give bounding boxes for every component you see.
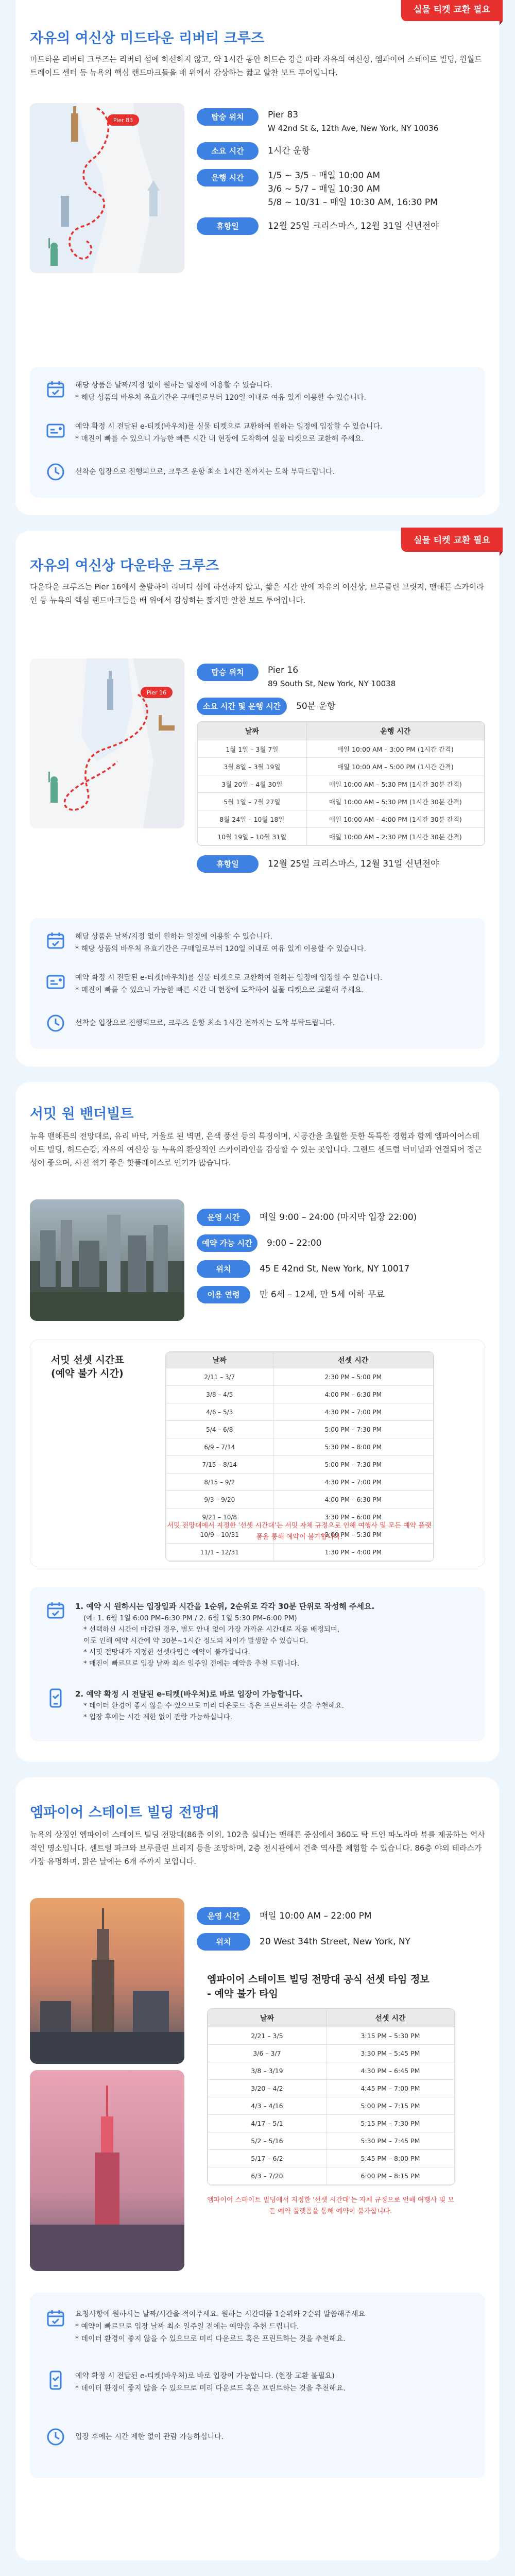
- schedule-table-wrap: [197, 721, 485, 846]
- info-row-duration: [197, 142, 485, 162]
- note-item: [45, 2427, 475, 2447]
- note-item: [45, 2308, 475, 2345]
- table-row: 6/3 – 7/20 6:00 PM – 8:15 PM: [208, 2167, 455, 2185]
- clock-icon: [45, 1013, 66, 1033]
- note-line: 예약 확정 시 전달된 e-티켓(바우처)를 실물 티켓으로 교환하여 원하는 일정에 입장할 수 있습니다.: [75, 974, 383, 982]
- calendar-icon: [45, 379, 66, 400]
- table-header: 날짜 운행 시간: [198, 722, 485, 740]
- table-row: 4/6 – 5/3 4:30 PM – 7:00 PM: [166, 1403, 434, 1421]
- table-row: 8월 24일 – 10월 18일 매일 10:00 AM – 4:00 PM (1시간 30분 간격): [198, 810, 485, 828]
- esb-card: [15, 1777, 500, 2561]
- info-value: 9:00 – 22:00: [267, 1238, 322, 1248]
- table-row: 5월 1일 – 7월 27일 매일 10:00 AM – 5:30 PM (1시간 30분 간격): [198, 793, 485, 810]
- table-row: 4/3 – 4/16 5:00 PM – 7:15 PM: [208, 2097, 455, 2115]
- note-line: * 예약이 빠르므로 입장 날짜 최소 일주일 전에는 예약을 추천 드립니다.: [75, 2323, 299, 2331]
- route-map-graphic: [30, 658, 184, 828]
- info-value: 3/6 ~ 5/7 – 매일 10:30 AM: [268, 184, 381, 194]
- note-line: 해당 상품은 날짜/지정 없이 원하는 일정에 이용할 수 있습니다.: [75, 933, 272, 941]
- info-value: 5/8 ~ 10/31 – 매일 10:30 AM, 16:30 PM: [268, 197, 438, 208]
- table-row: 2/21 – 3/5 3:15 PM – 5:30 PM: [208, 2027, 455, 2045]
- esb-daytime-image: [30, 1898, 184, 2064]
- note-item: [45, 2370, 475, 2395]
- table-row: 3/8 – 3/19 4:30 PM – 6:45 PM: [208, 2062, 455, 2080]
- info-value: 50분 운항: [296, 701, 336, 711]
- table-row: 11/1 – 12/31 1:30 PM – 4:00 PM: [166, 1544, 434, 1561]
- info-label: 탑승 위치: [197, 108, 259, 126]
- info-label: 휴항일: [197, 855, 259, 873]
- sunset-table-title: 엠파이어 스테이트 빌딩 전망대 공식 선셋 타임 정보 - 예약 불가 타임: [207, 1974, 430, 1999]
- summit-photo: [30, 1199, 184, 1321]
- info-value: Pier 16: [268, 665, 299, 675]
- info-value: Pier 83: [268, 110, 299, 120]
- info-label: 운영 시간: [197, 1907, 250, 1925]
- info-row-location: [197, 1260, 485, 1278]
- note-line: 1. 예약 시 원하시는 입장일과 시간을 1순위, 2순위로 각각 30분 단위로 작성해 주세요.: [75, 1602, 375, 1611]
- table-row: 3월 20일 – 4월 30일 매일 10:00 AM – 5:30 PM (1시간 30분 간격): [198, 775, 485, 793]
- esb-night-image: [30, 2070, 184, 2271]
- info-row-closed: [197, 855, 485, 873]
- info-value: 1시간 운항: [268, 146, 310, 156]
- note-line: * 매진이 빠를 수 있으니 가능한 빠른 시간 내 현장에 도착하여 실물 티켓으로 교환해 주세요.: [75, 435, 364, 443]
- note-line: 예약 확정 시 전달된 e-티켓(바우처)를 실물 티켓으로 교환하여 원하는 일정에 입장할 수 있습니다.: [75, 422, 383, 431]
- info-value: 12월 25일 크리스마스, 12월 31일 신년전야: [268, 859, 439, 869]
- info-label: 탑승 위치: [197, 664, 259, 681]
- mobile-icon: [45, 2370, 66, 2391]
- section-title: 자유의 여신상 다운타운 크루즈: [30, 558, 219, 574]
- route-map-graphic: [30, 103, 184, 273]
- info-value: W 42nd St &, 12th Ave, New York, NY 10036: [268, 124, 439, 133]
- info-row-duration: [197, 698, 485, 716]
- note-line: 해당 상품은 날짜/지정 없이 원하는 일정에 이용할 수 있습니다.: [75, 381, 272, 389]
- note-line: * 서밋 전망대가 지정한 선셋타임은 예약이 불가합니다.: [83, 1648, 250, 1656]
- notes-box: [30, 1587, 485, 1741]
- table-header: 날짜 선셋 시간: [166, 1352, 434, 1368]
- info-value: 1/5 ~ 3/5 – 매일 10:00 AM: [268, 171, 381, 181]
- info-row-location: [197, 108, 485, 135]
- info-value: 매일 10:00 AM – 22:00 PM: [260, 1911, 372, 1921]
- info-label: 운영 시간: [197, 1209, 250, 1226]
- note-line: 2. 예약 확정 시 전달된 e-티켓(바우처)로 바로 입장이 가능합니다.: [75, 1689, 303, 1699]
- section-description: 뉴욕 맨해튼의 전망대로, 유리 바닥, 거울로 된 벽면, 은색 풍선 등의 특징이며, 시공간을 초월한 듯한 독특한 경험과 함께 엠파이어스테이트 빌딩, 허드슨강, 자유의 여신상 등 뉴욕의 환상적인 스카이라인을 감상할 수 있는 곳입니다. 그랜드 센트럴 터미널과 연결되어 접근성이 좋으며, 사진 찍기 좋은 핫플레이스로 인기가 많습니다.: [30, 1131, 482, 1167]
- info-rows: [197, 1907, 485, 1958]
- route-map: [30, 103, 184, 273]
- info-label: 위치: [197, 1933, 250, 1951]
- info-label: 운행 시간: [197, 169, 259, 187]
- note-line: 선착순 입장으로 진행되므로, 크루즈 운항 최소 1시간 전까지는 도착 부탁드립니다.: [75, 1019, 335, 1027]
- note-item: [45, 1600, 475, 1669]
- table-row: 6/9 – 7/14 5:30 PM – 8:00 PM: [166, 1438, 434, 1456]
- clock-icon: [45, 462, 66, 482]
- table-row: 3/8 – 4/5 4:00 PM – 6:30 PM: [166, 1386, 434, 1403]
- note-line: * 입장 후에는 시간 제한 없이 관람 가능하십니다.: [83, 1713, 232, 1721]
- sunset-table-title: 서밋 선셋 시간표 (예약 불가 시간): [51, 1354, 124, 1379]
- note-line: * 해당 상품의 바우처 유효기간은 구매일로부터 120일 이내로 여유 있게 이용할 수 있습니다.: [75, 945, 366, 953]
- info-row-hours: [197, 169, 485, 210]
- info-label: 이용 연령: [197, 1286, 250, 1303]
- info-label: 휴항일: [197, 217, 259, 235]
- note-item: [45, 972, 382, 996]
- notes-box: [30, 2293, 485, 2478]
- map-pier-label: Pier 16: [146, 689, 167, 696]
- table-row: 9/3 – 9/20 4:00 PM – 6:30 PM: [166, 1491, 434, 1509]
- table-row: 10/9 – 10/31 3:00 PM – 5:30 PM: [166, 1526, 434, 1544]
- calendar-icon: [45, 1600, 66, 1621]
- ticket-icon: [45, 972, 66, 992]
- info-label: 소요 시간: [197, 142, 259, 160]
- ticket-exchange-badge: 실물 티켓 교환 필요: [401, 0, 503, 21]
- table-row: 5/4 – 6/8 5:00 PM – 7:30 PM: [166, 1421, 434, 1438]
- sunset-table-panel: [30, 1340, 485, 1567]
- ticket-exchange-badge: 실물 티켓 교환 필요: [401, 528, 503, 552]
- note-line: * 해당 상품의 바우처 유효기간은 구매일로부터 120일 이내로 여유 있게 이용할 수 있습니다.: [75, 394, 366, 402]
- summit-card: [15, 1082, 500, 1762]
- info-label: 소요 시간 및 운행 시간: [197, 698, 287, 715]
- calendar-icon: [45, 2308, 66, 2329]
- table-row: 3/6 – 3/7 3:30 PM – 5:45 PM: [208, 2045, 455, 2062]
- note-item: [45, 420, 382, 445]
- info-value: 89 South St, New York, NY 10038: [268, 679, 396, 688]
- info-row-age: [197, 1286, 485, 1303]
- table-row: 1월 1일 – 3월 7일 매일 10:00 AM – 3:00 PM (1시간 간격): [198, 740, 485, 758]
- table-row: 10월 19일 – 10월 31일 매일 10:00 AM – 2:30 PM (1시간 30분 간격): [198, 828, 485, 845]
- mobile-icon: [45, 1688, 66, 1708]
- ticket-icon: [45, 420, 66, 441]
- info-label: 위치: [197, 1260, 250, 1278]
- section-title: 자유의 여신상 미드타운 리버티 크루즈: [30, 30, 264, 46]
- city-skyline-image: [30, 1199, 184, 1321]
- table-row: 7/15 – 8/14 5:00 PM – 7:30 PM: [166, 1456, 434, 1473]
- info-row-location: [197, 1933, 485, 1951]
- sunset-table-note: 서밋 전망대에서 지정한 '선셋 시간대'는 서밋 자체 규정으로 인해 여행사 및 모든 예약 플랫폼을 통해 예약이 불가합니다.: [167, 1522, 432, 1541]
- calendar-icon: [45, 930, 66, 951]
- note-item: [45, 462, 335, 482]
- midtown-cruise-card: [15, 0, 500, 515]
- clock-icon: [45, 2427, 66, 2447]
- sunset-table-wrap: [207, 2008, 455, 2185]
- table-header: 날짜 선셋 시간: [208, 2009, 455, 2027]
- section-description: 미드타운 리버티 크루즈는 리버티 섬에 하선하지 않고, 약 1시간 동안 허드슨 강을 따라 자유의 여신상, 엠파이어 스테이트 빌딩, 원월드 트레이드 센터 등 뉴욕의 핵심 랜드마크들을 배 위에서 감상하는 짧고 알찬 보트 투어입니다.: [30, 55, 482, 77]
- esb-photo-night: [30, 2070, 184, 2271]
- downtown-cruise-card: [15, 531, 500, 1066]
- table-row: 3월 8일 – 3월 19일 매일 10:00 AM – 5:00 PM (1시간 간격): [198, 758, 485, 775]
- info-label: 예약 가능 시간: [197, 1234, 258, 1252]
- note-line: * 선택하신 시간이 마감된 경우, 별도 안내 없이 가장 가까운 시간대로 자동 배정되며,: [83, 1625, 340, 1634]
- note-line: * 데이터 환경이 좋지 않을 수 있으므로 미리 다운로드 혹은 프린트하는 것을 추천해요.: [75, 2384, 346, 2393]
- note-line: 입장 후에는 시간 제한 없이 관람 가능하십니다.: [75, 2433, 224, 2441]
- table-row: 5/17 – 6/2 5:45 PM – 8:00 PM: [208, 2150, 455, 2167]
- map-pier-label: Pier 83: [113, 117, 133, 124]
- note-line: (예: 1. 6월 1일 6:00 PM–6:30 PM / 2. 6월 1일 5:30 PM–6:00 PM): [83, 1614, 297, 1622]
- info-value: 45 E 42nd St, New York, NY 10017: [260, 1264, 410, 1274]
- note-line: * 데이터 환경이 좋지 않을 수 있으므로 미리 다운로드 혹은 프린트하는 것을 추천해요.: [83, 1702, 344, 1710]
- note-item: [45, 1013, 335, 1033]
- section-title: 엠파이어 스테이트 빌딩 전망대: [30, 1805, 219, 1821]
- info-rows: [197, 664, 485, 880]
- table-row: 3/20 – 4/2 4:45 PM – 7:00 PM: [208, 2080, 455, 2097]
- note-item: [45, 1688, 475, 1723]
- info-rows: [197, 1209, 485, 1311]
- note-line: * 매진이 빠르므로 입장 날짜 최소 일주일 전에는 예약을 추천 드립니다.: [83, 1659, 300, 1668]
- note-line: * 데이터 환경이 좋지 않을 수 있으므로 미리 다운로드 혹은 프린트하는 것을 추천해요.: [75, 2335, 346, 2343]
- schedule-table: [197, 722, 485, 845]
- table-row: 5/2 – 5/16 5:30 PM – 7:45 PM: [208, 2132, 455, 2150]
- info-value: 20 West 34th Street, New York, NY: [260, 1937, 410, 1947]
- info-rows: [197, 108, 485, 242]
- info-value: 12월 25일 크리스마스, 12월 31일 신년전야: [268, 221, 439, 231]
- note-line: 선착순 입장으로 진행되므로, 크루즈 운항 최소 1시간 전까지는 도착 부탁드립니다.: [75, 468, 335, 476]
- info-value: 만 6세 – 12세, 만 5세 이하 무료: [260, 1290, 385, 1300]
- notes-box: [30, 367, 485, 498]
- note-item: [45, 379, 366, 404]
- info-row-hours: [197, 1907, 485, 1925]
- sunset-table-note: 엠파이어 스테이트 빌딩에서 지정한 '선셋 시간대'는 자체 규정으로 인해 여행사 및 모든 예약 플랫폼을 통해 예약이 불가합니다.: [207, 2196, 454, 2215]
- section-description: 뉴욕의 상징인 엠파이어 스테이트 빌딩 전망대(86층 이외, 102층 실내)는 맨해튼 중심에서 360도 탁 트인 파노라마 뷰를 제공하는 역사적인 명소입니다. 센트럴 파크와 브루클린 브리지 등을 조망하며, 2층 전시관에서 건축 역사를 체험할 수 있습니다. 86층 야외 테라스가 가장 유명하며, 맑은 날에는 6개 주까지 보입니다.: [30, 1830, 485, 1866]
- note-line: 이로 인해 예약 시간에 약 30분~1시간 정도의 차이가 발생할 수 있습니다.: [83, 1637, 308, 1645]
- note-line: 요청사항에 원하시는 날짜/시간을 적어주세요. 원하는 시간대를 1순위와 2순위 말씀해주세요: [75, 2310, 365, 2318]
- info-row-hours: [197, 1209, 485, 1226]
- esb-photo-day: [30, 1898, 184, 2064]
- table-row: 8/15 – 9/2 4:30 PM – 7:00 PM: [166, 1473, 434, 1491]
- notes-box: [30, 918, 485, 1049]
- section-title: 서밋 원 밴더빌트: [30, 1106, 134, 1122]
- info-row-reservable: [197, 1234, 485, 1252]
- note-line: * 매진이 빠를 수 있으니 가능한 빠른 시간 내 현장에 도착하여 실물 티켓으로 교환해 주세요.: [75, 986, 364, 994]
- info-row-closed: [197, 217, 485, 235]
- table-row: 4/17 – 5/1 5:15 PM – 7:30 PM: [208, 2115, 455, 2132]
- note-item: [45, 930, 366, 955]
- route-map: [30, 658, 184, 828]
- info-row-location: [197, 664, 485, 690]
- table-row: 9/21 – 10/8 3:30 PM – 6:00 PM: [166, 1509, 434, 1526]
- sunset-table: [208, 2009, 455, 2185]
- info-value: 매일 9:00 – 24:00 (마지막 입장 22:00): [260, 1212, 417, 1223]
- note-line: 예약 확정 시 전달된 e-티켓(바우처)로 바로 입장이 가능합니다. (현장 교환 불필요): [75, 2372, 335, 2380]
- table-row: 2/11 – 3/7 2:30 PM – 5:00 PM: [166, 1368, 434, 1386]
- section-description: 다운타운 크루즈는 Pier 16에서 출발하여 리버티 섬에 하선하지 않고, 짧은 시간 안에 자유의 여신상, 브루클린 브릿지, 맨해튼 스카이라인 등 뉴욕의 핵심 랜드마크들을 배 위에서 감상하는 짧지만 알찬 보트 투어입니다.: [30, 582, 484, 605]
